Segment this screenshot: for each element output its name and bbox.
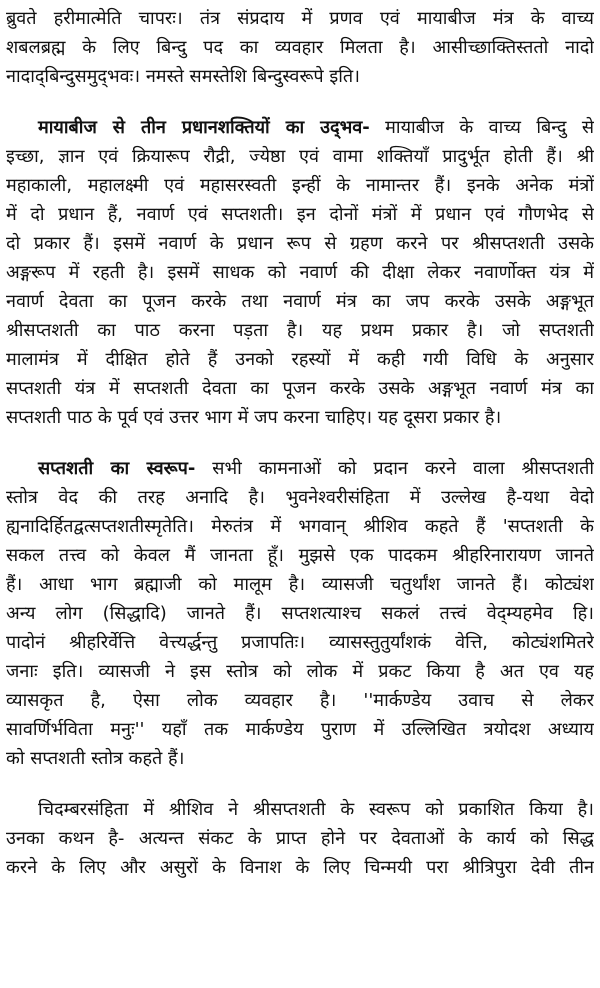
text-line: नवार्ण देवता का पूजन करके तथा नवार्ण मंत्र का जप करके उसके अङ्गभूत [6, 291, 594, 312]
section-heading: सप्तशती का स्वरूप- [38, 458, 196, 479]
paragraph-gap [6, 773, 594, 795]
text-line: उनका कथन है- अत्यन्त संकट के प्राप्त होने पर देवताओं के कार्य को सिद्ध [6, 828, 594, 849]
paragraph-4 [6, 795, 594, 882]
text-line: स्तोत्र वेद की तरह अनादि है। भुवनेश्वरीसंहिता में उल्लेख है-यथा वेदो [6, 487, 594, 508]
text-line: हैं। आधा भाग ब्रह्माजी को मालूम है। व्यासजी चतुर्थांश जानते हैं। कोट्यंश [6, 574, 594, 595]
text-line: में दो प्रधान हैं, नवार्ण एवं सप्तशती। इन दोनों मंत्रों में प्रधान एवं गौणभेद से [6, 204, 594, 225]
text-line: नादाद्‌बिन्दुसमुद्‌भवः। नमस्ते समस्तेशि बिन्दुस्वरूपे इति। [6, 66, 360, 87]
text-line: इच्छा, ज्ञान एवं क्रियारूप रौद्री, ज्येष्ठा एवं वामा शक्तियाँ प्रादुर्भूत होती हैं। श्री [6, 146, 594, 167]
paragraph-1 [6, 4, 594, 91]
paragraph-gap [6, 91, 594, 113]
text-line [6, 454, 594, 483]
heading-line-rest: सभी कामनाओं को प्रदान करने वाला श्रीसप्तशती [195, 458, 594, 479]
paragraph-3 [6, 454, 594, 773]
text-line: जनाः इति। व्यासजी ने इस स्तोत्र को लोक में प्रकट किया है अत एव यह [6, 661, 594, 682]
text-line: पादोनं श्रीहरिर्वेत्ति वेत्त्यर्द्धन्तु प्रजापतिः। व्यासस्तुतुर्यांशकं वेत्ति, कोट्यंशमितरे [6, 632, 594, 653]
text-line: सकल तत्त्व को केवल मैं जानता हूँ। मुझसे एक पादकम श्रीहरिनारायण जानते [6, 545, 594, 566]
text-line: व्यासकृत है, ऐसा लोक व्यवहार है। ''मार्कण्डेय उवाच से लेकर [6, 690, 594, 711]
text-line: सप्तशती पाठ के पूर्व एवं उत्तर भाग में जप करना चाहिए। यह दूसरा प्रकार है। [6, 407, 502, 428]
text-line: करने के लिए और असुरों के विनाश के लिए चिन्मयी परा श्रीत्रिपुरा देवी तीन [6, 857, 594, 878]
text-line: सावर्णिर्भविता मनुः'' यहाँ तक मार्कण्डेय पुराण में उल्लिखित त्रयोदश अध्याय [6, 719, 594, 740]
text-line: ह्यनादिर्हितद्वत्सप्तशतीस्मृतेति। मेरुतंत्र में भगवान्‌ श्रीशिव कहते हैं 'सप्तशती के [6, 516, 594, 537]
heading-line-rest: मायाबीज के वाच्य बिन्दु से [369, 117, 594, 138]
text-line: ब्रुवते हरीमात्मेति चापरः। तंत्र संप्रदाय में प्रणव एवं मायाबीज मंत्र के वाच्य [6, 8, 594, 29]
text-line: महाकाली, महालक्ष्मी एवं महासरस्वती इन्हीं के नामान्तर हैं। इनके अनेक मंत्रों [6, 175, 594, 196]
section-heading: मायाबीज से तीन प्रधानशक्तियों का उद्‌भव- [38, 117, 370, 138]
text-line: अङ्गरूप में रहती है। इसमें साधक को नवार्ण की दीक्षा लेकर नवार्णोक्त यंत्र में [6, 262, 594, 283]
text-line: दो प्रकार हैं। इसमें नवार्ण के प्रधान रूप से ग्रहण करने पर श्रीसप्तशती उसके [6, 233, 594, 254]
text-line: श्रीसप्तशती का पाठ करना पड़ता है। यह प्रथम प्रकार है। जो सप्तशती [6, 320, 594, 341]
text-line: अन्य लोग (सिद्धादि) जानते हैं। सप्तशत्याश्च सकलं तत्त्वं वेद्म्यहमेव हि। [6, 603, 594, 624]
text-line: मालामंत्र में दीक्षित होते हैं उनको रहस्यों में कही गयी विधि के अनुसार [6, 349, 594, 370]
text-line: शबलब्रह्म के लिए बिन्दु पद का व्यवहार मिलता है। आसीच्छाक्तिस्ततो नादो [6, 37, 594, 58]
paragraph-gap [6, 432, 594, 454]
paragraph-2 [6, 113, 594, 432]
text-line: चिदम्बरसंहिता में श्रीशिव ने श्रीसप्तशती के स्वरूप को प्रकाशित किया है। [38, 799, 594, 820]
text-line: सप्तशती यंत्र में सप्तशती देवता का पूजन करके उसके अङ्गभूत नवार्ण मंत्र का [6, 378, 594, 399]
text-line: को सप्तशती स्तोत्र कहते हैं। [6, 748, 185, 769]
text-line [6, 113, 594, 142]
